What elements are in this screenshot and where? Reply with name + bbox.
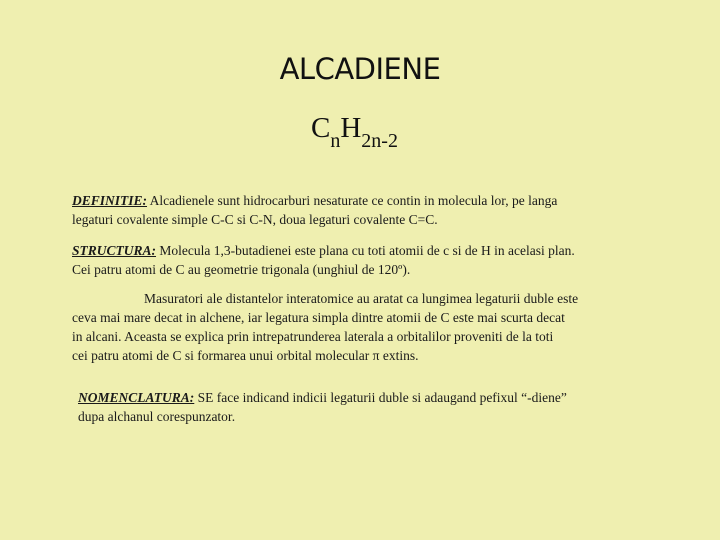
measurements-text-2: ceva mai mare decat in alchene, iar legatura simpla dintre atomii de C este mai scurta decat	[72, 310, 565, 325]
nomenclature-line-1	[78, 388, 567, 407]
definition-text-2: legaturi covalente simple C-C si C-N, doua legaturi covalente C=C.	[72, 212, 438, 227]
measurements-paragraph	[72, 289, 578, 365]
formula-subscript-2n-2: 2n-2	[361, 130, 398, 152]
nomenclature-text-2: dupa alchanul corespunzator.	[78, 409, 236, 424]
structure-text-2: Cei patru atomi de C au geometrie trigonala (unghiul de 120º).	[72, 262, 411, 277]
structure-text-1: Molecula 1,3-butadienei este plana cu toti atomii de c si de H in acelasi plan.	[156, 243, 575, 258]
definition-label: DEFINITIE:	[72, 193, 148, 208]
measurements-text-3: in alcani. Aceasta se explica prin intrepatrunderea laterala a orbitalilor proveniti de la toti	[72, 329, 554, 344]
nomenclature-text-1: SE face indicand indicii legaturii duble si adaugand pefixul “-diene”	[194, 390, 567, 405]
page-title	[0, 52, 720, 86]
nomenclature-paragraph	[78, 388, 567, 426]
formula-subscript-n: n	[330, 130, 341, 152]
formula-hydrogen: H	[340, 112, 362, 144]
nomenclature-label: NOMENCLATURA:	[78, 390, 195, 405]
definition-text-1: Alcadienele sunt hidrocarburi nesaturate ce contin in molecula lor, pe langa	[147, 193, 558, 208]
structure-line-1	[72, 241, 575, 260]
title-text: ALCADIENE	[279, 52, 441, 86]
structure-paragraph	[72, 241, 575, 279]
measurements-text-1: Masuratori ale distantelor interatomice au aratat ca lungimea legaturii duble este	[144, 291, 579, 306]
structure-label: STRUCTURA:	[72, 243, 157, 258]
measurements-text-4: cei patru atomi de C si formarea unui orbital molecular π extins.	[72, 348, 419, 363]
formula-carbon: C	[311, 112, 331, 144]
definition-line-1	[72, 191, 557, 210]
general-formula	[311, 112, 398, 152]
definition-paragraph	[72, 191, 557, 229]
